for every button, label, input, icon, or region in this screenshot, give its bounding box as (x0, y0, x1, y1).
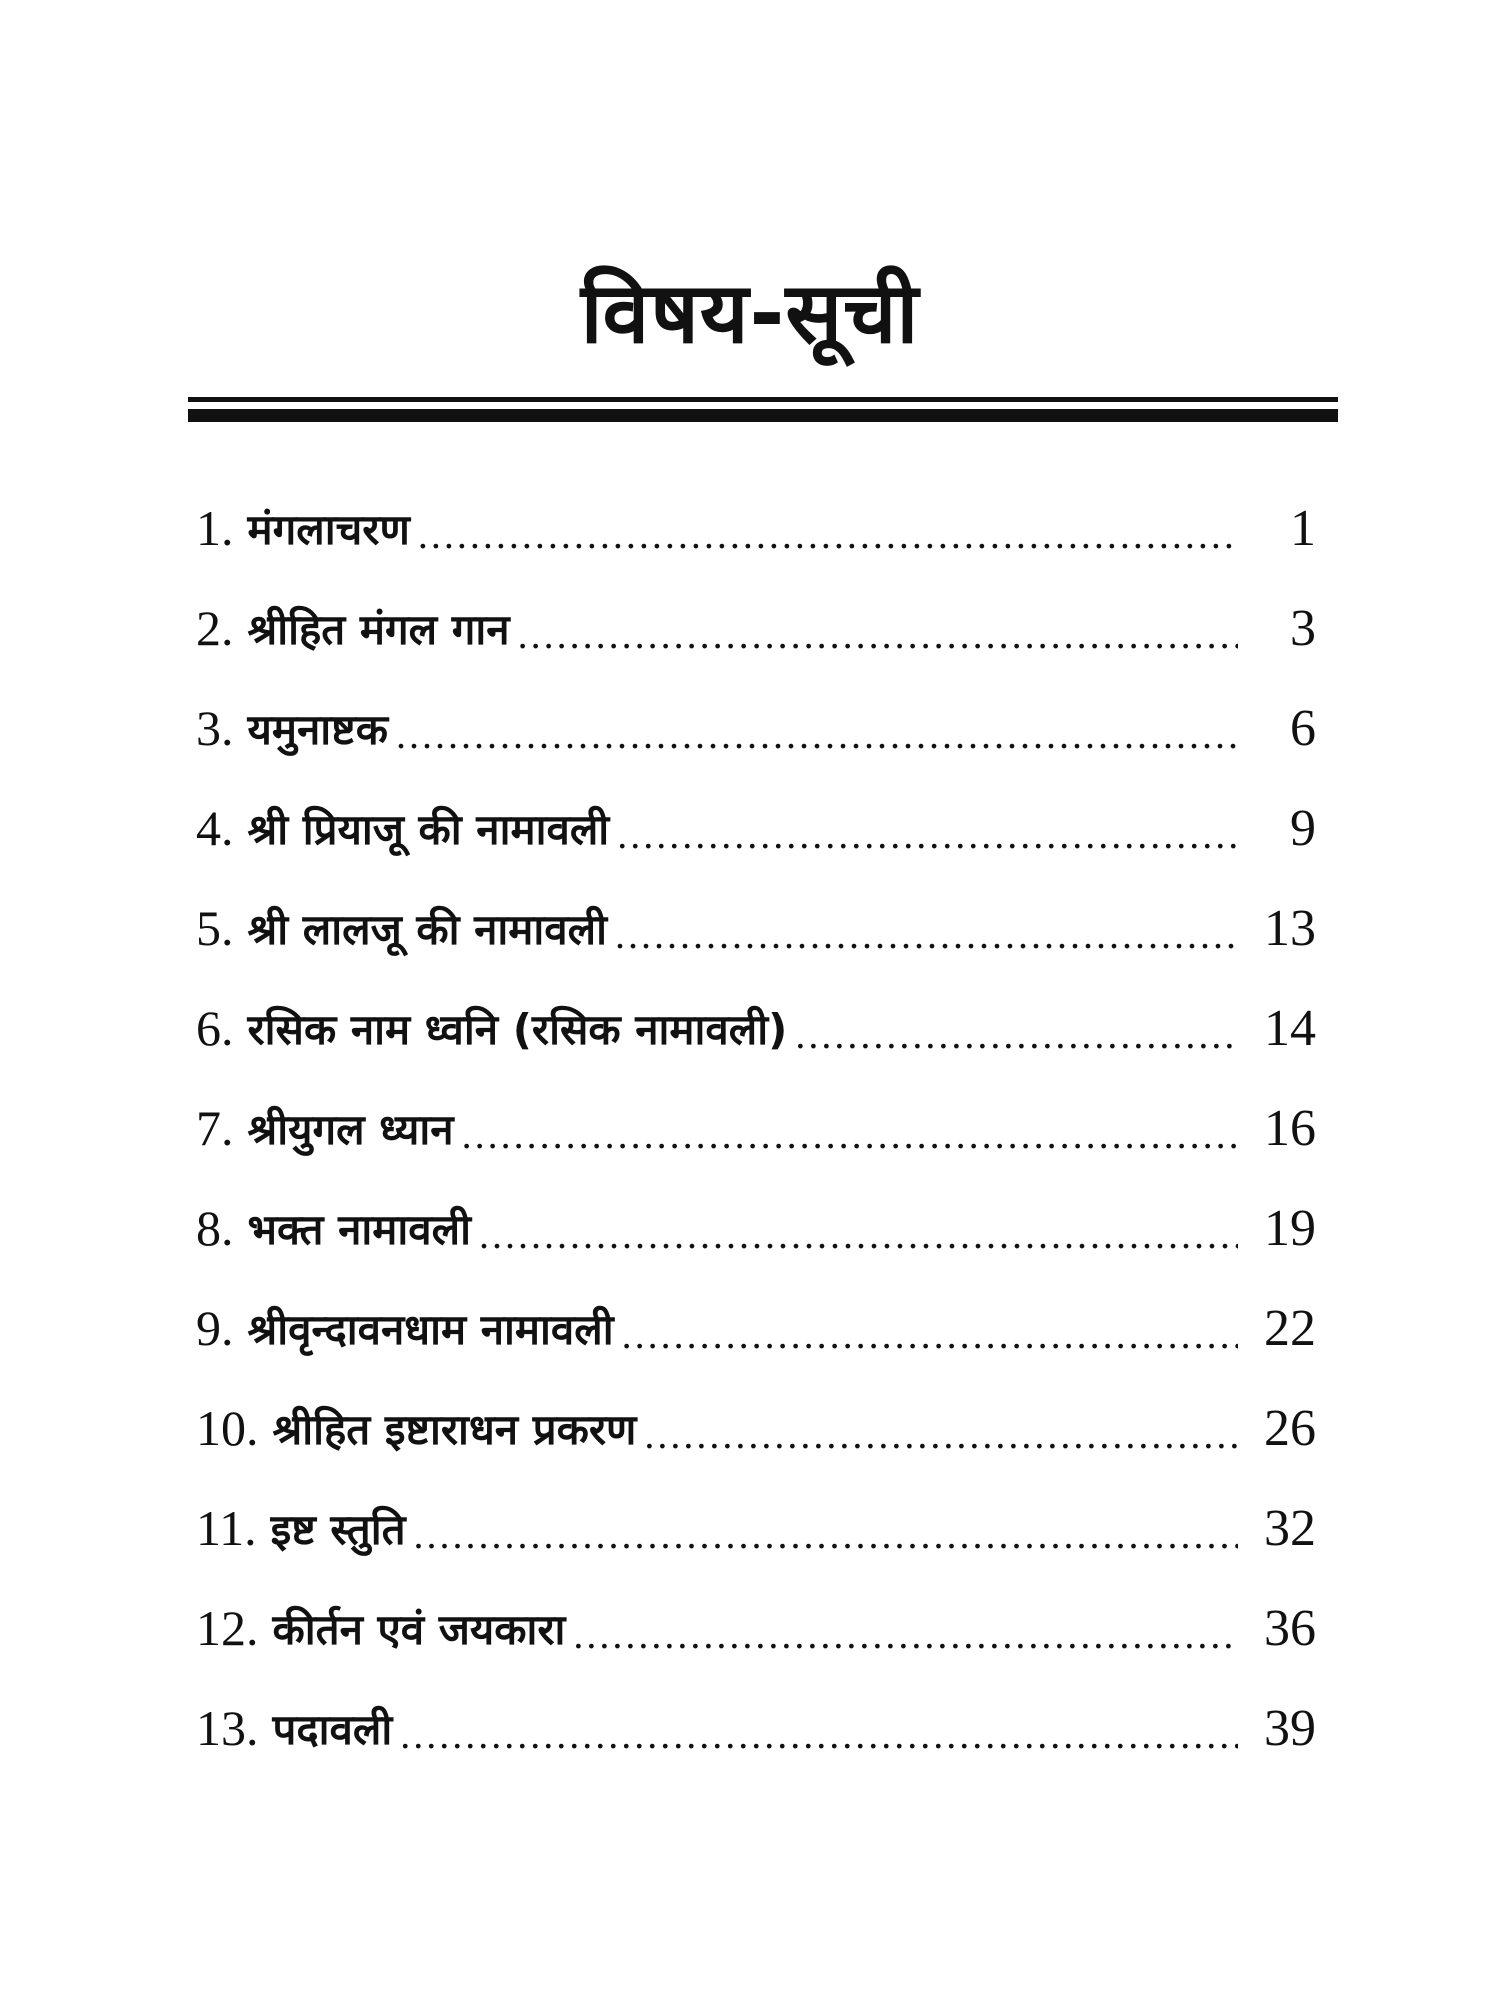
entry-page-number: 9 (1290, 799, 1316, 857)
dot-leader (622, 1311, 1238, 1358)
entry-number: 2. (196, 600, 234, 656)
dot-leader (615, 911, 1238, 958)
toc-entry[interactable] (196, 478, 1316, 578)
entry-title: मंगलाचरण (247, 504, 410, 554)
toc-entry[interactable] (196, 1178, 1316, 1278)
entry-page-number: 36 (1264, 1599, 1316, 1657)
entry-page-number: 39 (1264, 1699, 1316, 1757)
dot-leader (479, 1211, 1238, 1258)
entry-title: श्रीहित मंगल गान (247, 604, 510, 654)
entry-number: 3. (196, 700, 234, 756)
entry-number: 10. (196, 1400, 259, 1456)
entry-page-number: 16 (1264, 1099, 1316, 1157)
entry-number: 5. (196, 900, 234, 956)
entry-number: 7. (196, 1100, 234, 1156)
page-title: विषय-सूची (580, 264, 920, 362)
entry-page-number: 14 (1264, 999, 1316, 1057)
entry-page-number: 19 (1264, 1199, 1316, 1257)
dot-leader (573, 1611, 1238, 1658)
entry-title: श्री लालजू की नामावली (247, 904, 607, 954)
toc-entry[interactable] (196, 1378, 1316, 1478)
dot-leader (396, 711, 1238, 758)
entry-title: पदावली (272, 1704, 393, 1754)
dot-leader (518, 611, 1238, 658)
entry-number: 8. (196, 1200, 234, 1256)
entry-title: श्रीयुगल ध्यान (247, 1104, 454, 1154)
entry-title: रसिक नाम ध्वनि (रसिक नामावली) (247, 1004, 788, 1054)
entry-number: 11. (196, 1500, 257, 1556)
toc-entry[interactable] (196, 1278, 1316, 1378)
dot-leader (462, 1111, 1238, 1158)
entry-title: कीर्तन एवं जयकारा (272, 1604, 566, 1654)
entry-title: भक्त नामावली (247, 1204, 471, 1254)
entry-page-number: 1 (1290, 499, 1316, 557)
title-rule-thick (188, 409, 1338, 422)
entry-number: 4. (196, 800, 234, 856)
entry-title: श्री प्रियाजू की नामावली (247, 804, 610, 854)
entry-number: 9. (196, 1300, 234, 1356)
toc-entry[interactable] (196, 1478, 1316, 1578)
entry-page-number: 13 (1264, 899, 1316, 957)
toc-entry[interactable] (196, 778, 1316, 878)
title-rule-thin (188, 397, 1338, 402)
dot-leader (795, 1011, 1238, 1058)
entry-title: श्रीहित इष्टाराधन प्रकरण (272, 1404, 637, 1454)
entry-page-number: 6 (1290, 699, 1316, 757)
toc-entry[interactable] (196, 1578, 1316, 1678)
toc-entry[interactable] (196, 1078, 1316, 1178)
entry-page-number: 22 (1264, 1299, 1316, 1357)
dot-leader (644, 1411, 1238, 1458)
entry-number: 6. (196, 1000, 234, 1056)
dot-leader (400, 1711, 1238, 1758)
table-of-contents (196, 478, 1316, 1778)
toc-entry[interactable] (196, 878, 1316, 978)
entry-number: 13. (196, 1700, 259, 1756)
entry-title: श्रीवृन्दावनधाम नामावली (247, 1304, 614, 1354)
entry-title: इष्ट स्तुति (270, 1504, 406, 1554)
entry-page-number: 26 (1264, 1399, 1316, 1457)
entry-page-number: 3 (1290, 599, 1316, 657)
toc-entry[interactable] (196, 678, 1316, 778)
toc-entry[interactable] (196, 978, 1316, 1078)
toc-entry[interactable] (196, 1678, 1316, 1778)
toc-entry[interactable] (196, 578, 1316, 678)
entry-number: 12. (196, 1600, 259, 1656)
dot-leader (617, 811, 1238, 858)
entry-page-number: 32 (1264, 1499, 1316, 1557)
dot-leader (414, 1511, 1238, 1558)
entry-title: यमुनाष्टक (247, 704, 388, 754)
dot-leader (418, 511, 1238, 558)
entry-number: 1. (196, 500, 234, 556)
